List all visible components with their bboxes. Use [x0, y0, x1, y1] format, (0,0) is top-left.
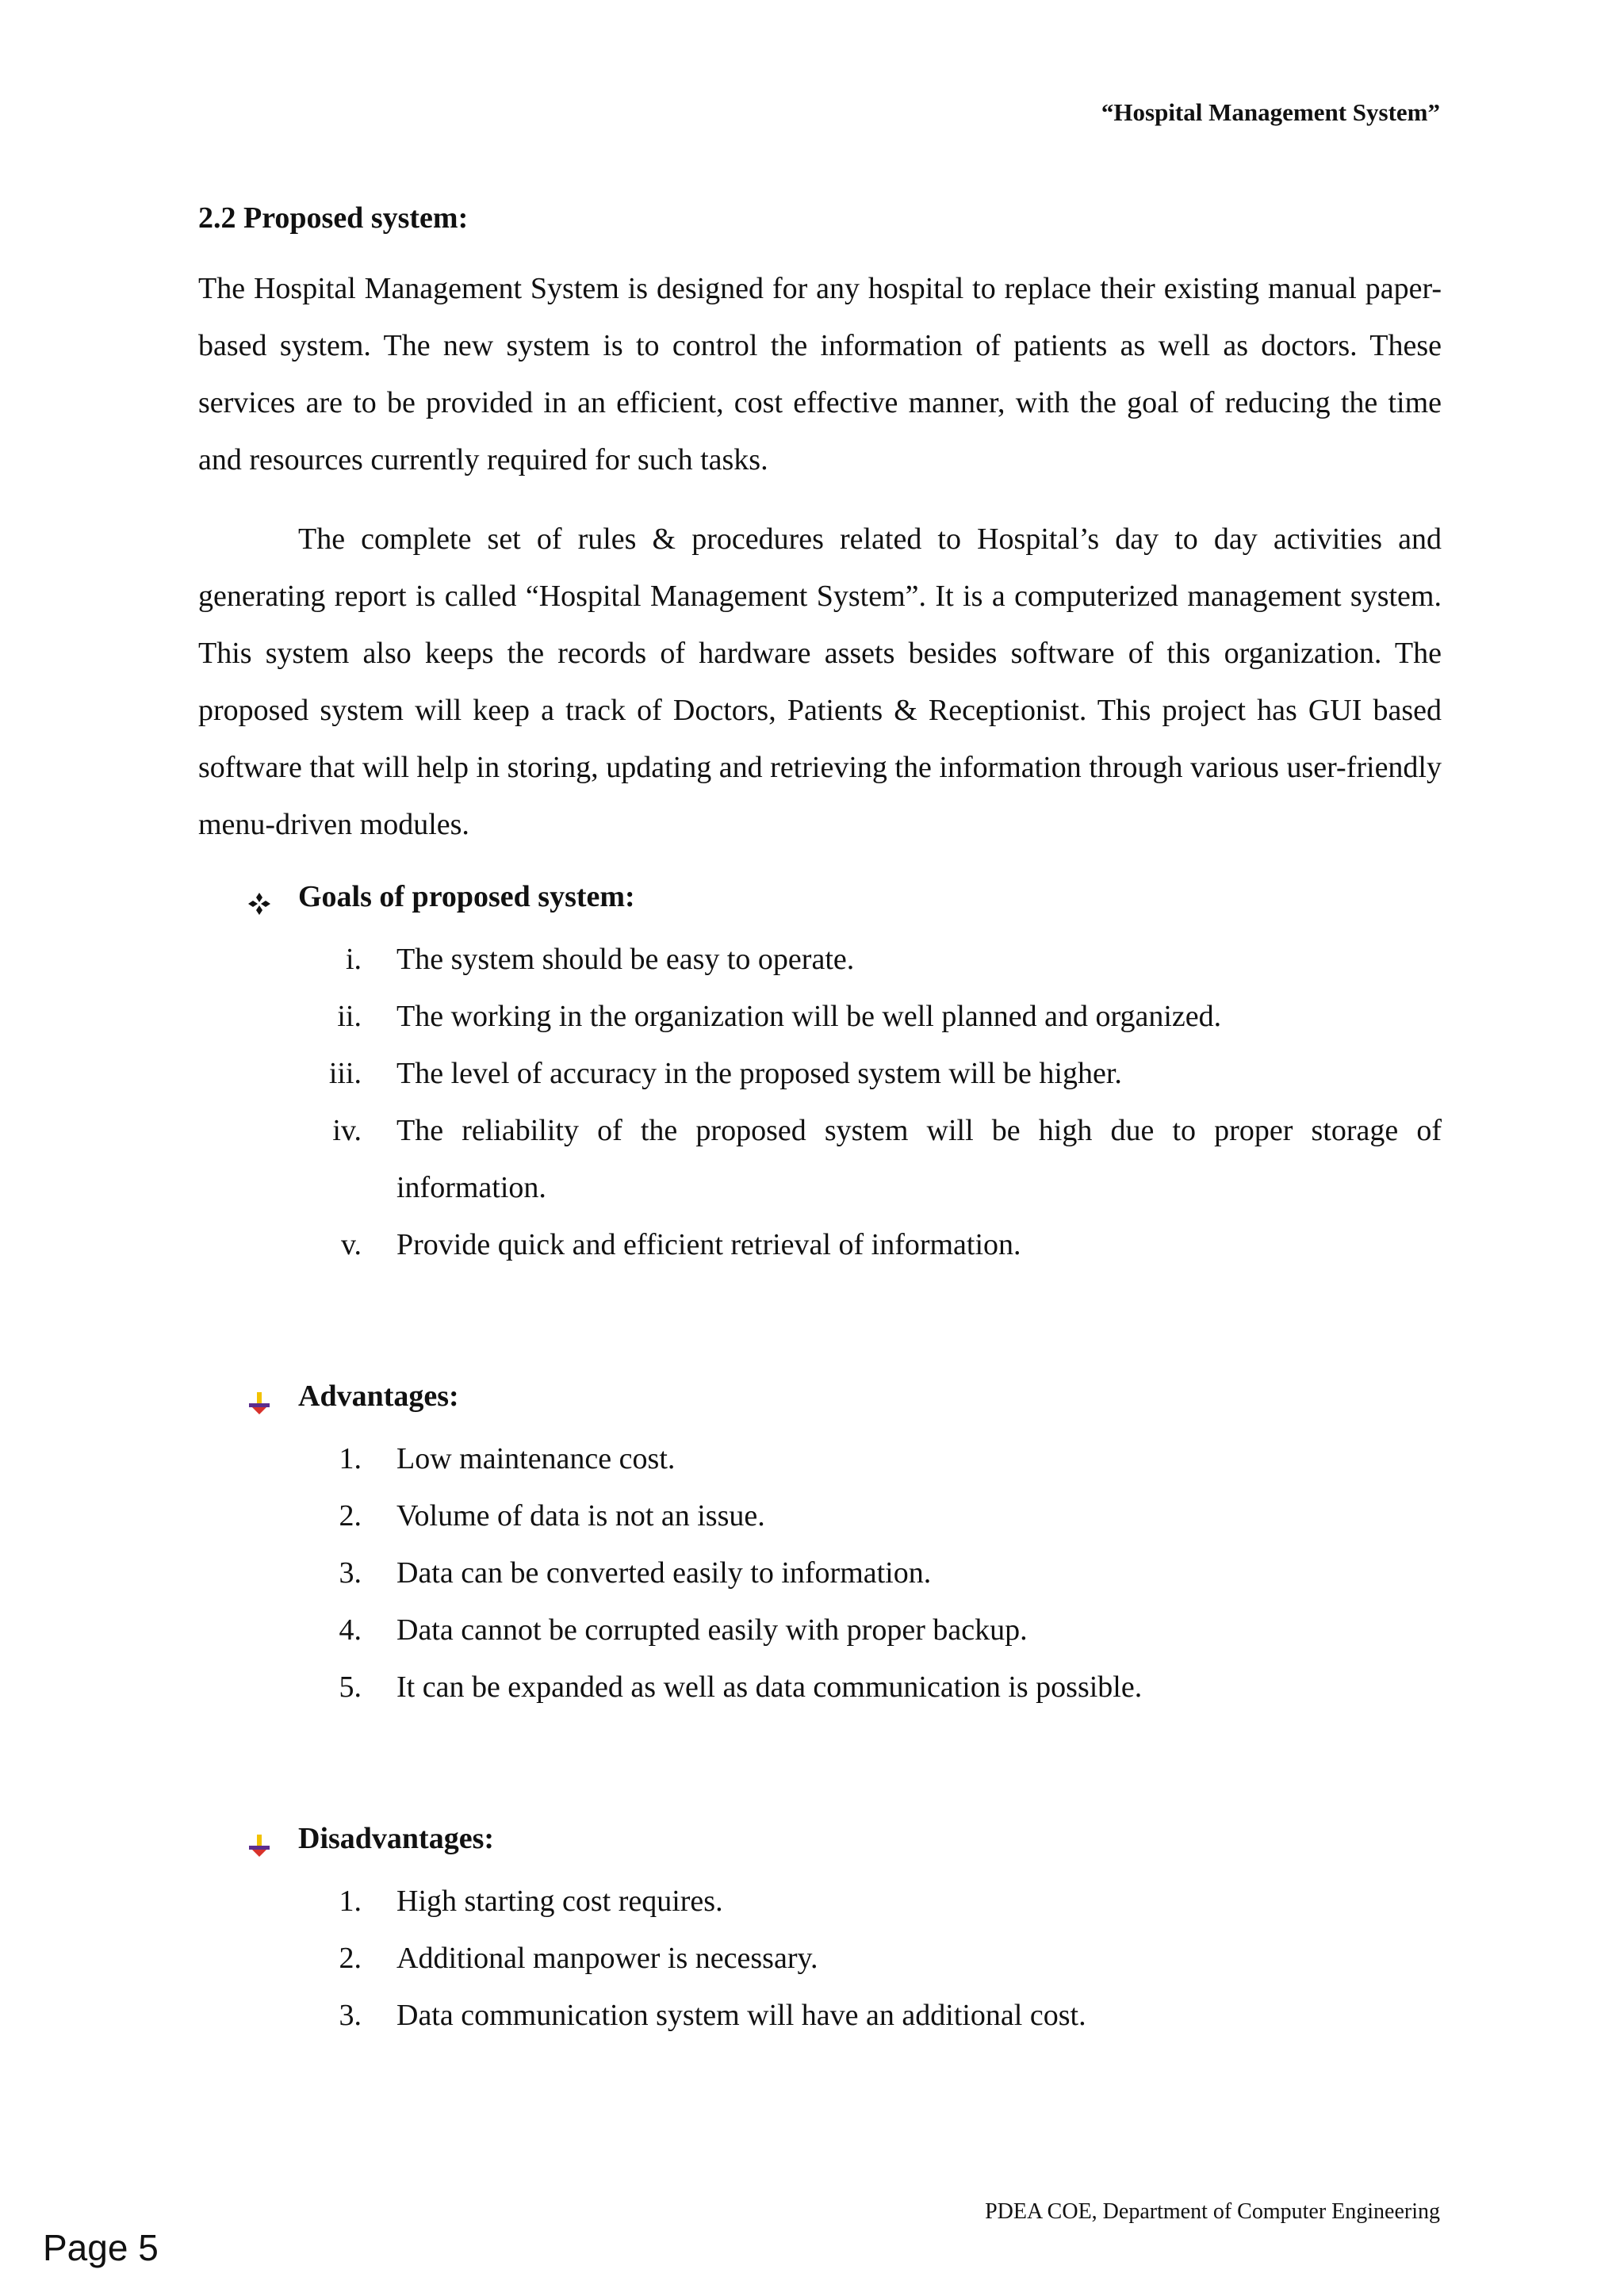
list-item-text: Low maintenance cost.	[396, 1442, 676, 1475]
list-item-text: Data communication system will have an additional cost.	[396, 1999, 1086, 2032]
paragraph-intro: The Hospital Management System is designed for any hospital to replace their existing manual paper-based system. The new system is to control the information of patients as well as doctors. These services are to be provided in an efficient, cost effective manner, with the goal of reducing the time and resources currently required for such tasks.	[198, 272, 1442, 476]
list-item	[198, 1544, 1442, 1601]
list-item-text: Provide quick and efficient retrieval of information.	[396, 1228, 1021, 1261]
disadvantages-list	[198, 1873, 1442, 2044]
list-marker: 2.	[339, 1942, 362, 1975]
section-title: 2.2 Proposed system:	[198, 201, 469, 235]
disadvantages-section	[198, 1817, 1442, 2044]
list-item-text: The reliability of the proposed system will be high due to proper storage of information.	[396, 1114, 1442, 1204]
footer-institution: PDEA COE, Department of Computer Engineering	[985, 2199, 1440, 2224]
list-item	[198, 1430, 1442, 1487]
goals-list	[198, 931, 1442, 1273]
disadvantages-heading-label: Disadvantages:	[298, 1822, 495, 1855]
list-item	[198, 1873, 1442, 1930]
list-marker: 3.	[339, 1999, 362, 2032]
goals-heading-label: Goals of proposed system:	[298, 880, 635, 913]
list-item	[198, 1487, 1442, 1544]
arrow-down-bullet-icon	[247, 1384, 271, 1408]
list-marker: i.	[345, 943, 362, 976]
list-marker: 1.	[339, 1442, 362, 1475]
list-marker: iii.	[328, 1057, 362, 1090]
list-marker: 3.	[339, 1556, 362, 1590]
list-item-text: Volume of data is not an issue.	[396, 1499, 765, 1533]
list-item	[198, 1045, 1442, 1102]
list-marker: 1.	[339, 1885, 362, 1918]
list-item-text: The working in the organization will be well planned and organized.	[396, 1000, 1222, 1033]
page-number: Page 5	[43, 2227, 159, 2268]
paragraph-description: The complete set of rules & procedures related to Hospital’s day to day activities and generating report is called “Hospital Management System”. It is a computerized management system. This system also keeps the records of hardware assets besides software of this organization. The proposed system will keep a track of Doctors, Patients & Receptionist. This project has GUI based software that will help in storing, updating and retrieving the information through various user-friendly menu-driven modules.	[198, 522, 1442, 841]
document-content	[198, 197, 1442, 2044]
list-marker: 5.	[339, 1670, 362, 1704]
list-marker: 4.	[339, 1613, 362, 1647]
list-item	[198, 1987, 1442, 2044]
list-item	[198, 931, 1442, 988]
list-marker: ii.	[337, 1000, 362, 1033]
list-item	[198, 1102, 1442, 1216]
list-item-text: It can be expanded as well as data communication is possible.	[396, 1670, 1143, 1704]
list-item-text: The level of accuracy in the proposed system will be higher.	[396, 1057, 1122, 1090]
goals-section	[198, 875, 1442, 1273]
advantages-heading-label: Advantages:	[298, 1380, 459, 1413]
list-marker: 2.	[339, 1499, 362, 1533]
list-item-text: The system should be easy to operate.	[396, 943, 855, 976]
advantages-heading	[198, 1375, 1442, 1418]
four-diamond-bullet-icon	[247, 885, 271, 909]
advantages-list	[198, 1430, 1442, 1716]
list-marker: iv.	[332, 1114, 362, 1147]
arrow-down-bullet-icon	[247, 1827, 271, 1850]
list-item-text: Data can be converted easily to information.	[396, 1556, 932, 1590]
list-item	[198, 1659, 1442, 1716]
advantages-section	[198, 1375, 1442, 1716]
list-item-text: High starting cost requires.	[396, 1885, 723, 1918]
list-item	[198, 1601, 1442, 1659]
list-item	[198, 1216, 1442, 1273]
goals-heading	[198, 875, 1442, 918]
list-marker: v.	[340, 1228, 362, 1261]
list-item	[198, 1930, 1442, 1987]
list-item-text: Data cannot be corrupted easily with proper backup.	[396, 1613, 1028, 1647]
running-header-title: “Hospital Management System”	[1101, 98, 1440, 126]
list-item-text: Additional manpower is necessary.	[396, 1942, 818, 1975]
disadvantages-heading	[198, 1817, 1442, 1860]
list-item	[198, 988, 1442, 1045]
